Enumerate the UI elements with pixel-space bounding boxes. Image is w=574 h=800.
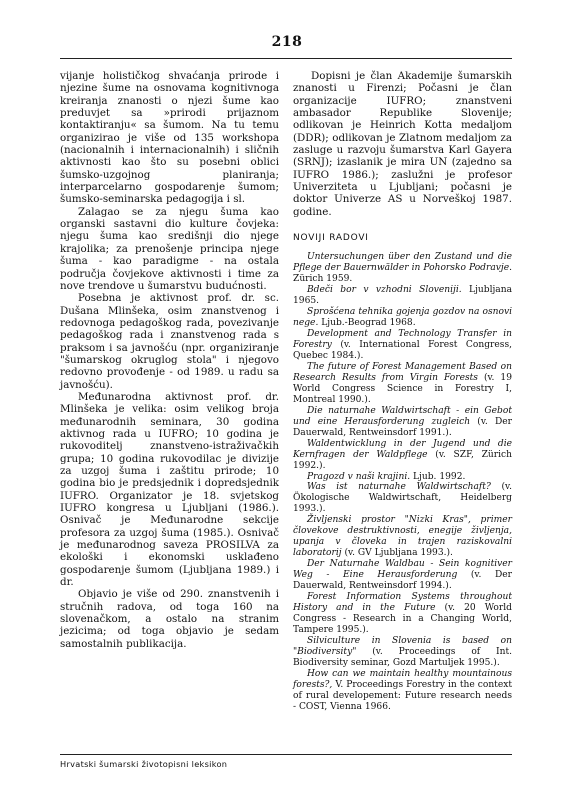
paragraph-forest-care: Zalagao se za njegu šuma kao organski sastavni dio kulture čovjeka: njegu šuma kao središnji dio njege krajolika; za prenošenje principa njege šuma - kao paradigme - na ostala područja čovjekove aktivnosti i time za nove trendove u šumarstvu budućnosti. [60, 205, 279, 292]
paragraph-special-activity: Posebna je aktivnost prof. dr. sc. Dušana Mlinšeka, osim znanstvenog i redovnoga pedagoškog rada, povezivanje pedagoškog rada i znanstvenog rada s praksom i sa javnošću (npr. organiziranje "šumarskog okruglog stola" i njegovo redovno provođenje - od 1989. u radu sa javnošću). [60, 292, 279, 391]
work-item: Development and Technology Transfer in Forestry (v. International Forest Congress, Quebec 1984.). [293, 329, 512, 362]
works-list [293, 252, 512, 712]
right-column [293, 70, 512, 713]
work-item: Was ist naturnahe Waldwirtschaft? (v. Ökologische Waldwirtschaft, Heidelberg 1993.). [293, 482, 512, 515]
page-number: 218 [271, 34, 303, 50]
work-item: Pragozd v naši krajini. Ljub. 1992. [307, 471, 466, 482]
work-item: Forest Information Systems throughout History and in the Future (v. 20 World Congress - Research in a Changing World, Tampere 1995.). [293, 592, 512, 635]
header-rule [60, 58, 512, 59]
work-item: Die naturnahe Waldwirtschaft - ein Gebot und eine Herausforderung zugleich (v. Der Dauerwald, Rentweinsdorf 1991.). [293, 405, 512, 438]
work-item: Waldentwicklung in der Jugend und die Kernfragen der Waldpflege (v. SZF, Zürich 1992.). [293, 438, 512, 471]
work-item: How can we maintain healthy mountainous forests?, V. Proceedings Forestry in the context of rural developement: Future research needs - COST, Vienna 1966. [293, 668, 512, 712]
work-item: Sprošćena tehnika gojenja gozdov na osnovi nege. Ljub.-Beograd 1968. [293, 307, 512, 329]
work-item: Der Naturnahe Waldbau - Sein kognitiver Weg - Eine Herausforderung (v. Der Dauerwald, Rentweinsdorf 1994.). [293, 559, 512, 592]
running-footer: Hrvatski šumarski životopisni leksikon [60, 759, 228, 769]
section-heading-recent-works: NOVIJI RADOVI [293, 233, 369, 244]
paragraph-publications: Objavio je više od 290. znanstvenih i stručnih radova, od toga 160 na slovenačkom, a ostalo na stranim jezicima; od toga objavio je sedam samostalnih publikacija. [60, 588, 279, 650]
work-item: The future of Forest Management Based on Research Results from Virgin Forests (v. 19 World Congress Science in Forestry I, Montreal 1990.). [293, 362, 512, 405]
paragraph-memberships: Dopisni je član Akademije šumarskih znanosti u Firenzi; Počasni je član organizacije IUFRO; znanstveni ambasador Republike Slovenije; odlikovan je Heinrich Kotta medaljom (DDR); odlikovan je Zlatnom medaljom za zasluge u razvoju šumarstva Karl Gayera (SRNJ); izaslanik je mira UN (zajedno sa IUFRO 1986.); zaslužni je profesor Univerziteta u Ljubljani; počasni je doktor Univerze AS u Norveškoj 1987. godine. [293, 70, 512, 218]
work-item: Življenski prostor "Nizki Kras", primer človekove destruktivnosti, enegije življenja, upanja v človeka in trajen raziskovalni laboratorij (v. GV Ljubljana 1993.). [293, 515, 512, 559]
work-item: Silviculture in Slovenia is based on "Biodiversity" (v. Proceedings of Int. Biodiversity seminar, Gozd Martuljek 1995.). [293, 635, 512, 668]
work-item: Untersuchungen über den Zustand und die Pflege der Bauernwälder in Pohorsko Podravje. Zürich 1959. [293, 252, 512, 285]
paragraph-international-activity: Međunarodna aktivnost prof. dr. Mlinšeka je velika: osim velikog broja međunarodnih seminara, 30 godina aktivnog rada u IUFRO; 10 godina je rukovoditelj znanstveno-istraživačkih grupa; 10 godina rukovodilac je divizije za uzgoj šuma i zaštitu prirode; 10 godina bio je predsjednik i dopredsjednik IUFRO. Organizator je 18. svjetskog IUFRO kongresa u Ljubljani (1986.). Osnivač je Međunarodne sekcije profesora za uzgoj šuma (1985.). Osnivač je međunarodnog saveza PROSILVA za ekološki i ekonomski usklađeno gospodarenje šumom (Ljubljana 1989.) i dr. [60, 390, 279, 589]
footer-rule [60, 754, 512, 755]
left-column [60, 70, 279, 650]
paragraph-intro: vijanje holističkog shvaćanja prirode i njezine šume na osnovama kognitivnoga kreiranja znanosti o njezi šume kao preduvjet sa »prirodi prijaznom kontaktiranju« sa šumom. Na tu temu organizirao je više od 135 workshopa (nacionalnih i internacionalnih) i sličnih aktivnosti kao što su posebni oblici šumsko-uzgojnog planiranja; interparcelarno gospodarenje šumom; šumsko-seminarska pedagogija i sl. [60, 70, 279, 206]
work-item: Bdeči bor v vzhodni Sloveniji. Ljubljana 1965. [293, 285, 513, 307]
